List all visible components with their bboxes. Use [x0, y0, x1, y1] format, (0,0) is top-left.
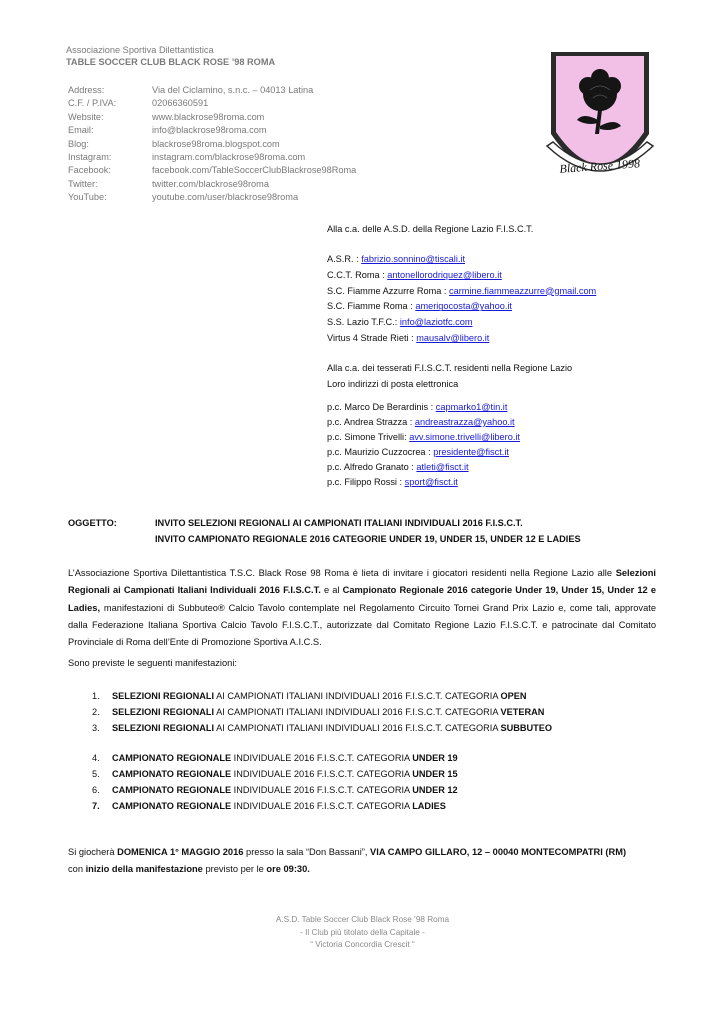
info-row [68, 124, 267, 137]
recipient-person [327, 415, 515, 431]
info-label: YouTube: [68, 192, 107, 203]
email-link[interactable]: antonellorodriquez@libero.it [387, 269, 502, 280]
info-label: Twitter: [68, 178, 98, 189]
list-number: 2. [92, 707, 100, 717]
list-text: AI CAMPIONATI ITALIANI INDIVIDUALI 2016 F.I.S.C.T. CATEGORIA [214, 691, 501, 701]
list-item [92, 766, 458, 782]
info-row [68, 164, 356, 177]
info-value: 02066360591 [152, 98, 209, 109]
info-value: Via del Ciclamino, s.n.c. – 04013 Latina [152, 85, 314, 95]
list-bold: SELEZIONI REGIONALI [112, 691, 215, 701]
list-bold: CAMPIONATO REGIONALE [112, 785, 232, 795]
club-name: S.S. Lazio T.F.C.: [327, 317, 400, 328]
list-text: INDIVIDUALE 2016 F.I.S.C.T. CATEGORIA [231, 753, 413, 763]
events-intro: Sono previste le seguenti manifestazioni: [68, 658, 237, 668]
org-name-line1: Associazione Sportiva Dilettantistica [66, 45, 214, 55]
info-row [68, 151, 305, 164]
person-name: p.c. Simone Trivelli: [327, 432, 410, 442]
list-number: 7. [92, 801, 100, 811]
venue-date: DOMENICA 1° MAGGIO 2016 [117, 847, 244, 857]
list-category: VETERAN [500, 707, 545, 717]
list-bold: CAMPIONATO REGIONALE [112, 769, 232, 779]
list-category: UNDER 12 [412, 785, 458, 795]
info-row [68, 138, 280, 151]
info-label: Website: [68, 111, 104, 122]
recipient-club [327, 252, 465, 268]
info-value: blackrose98roma.blogspot.com [152, 138, 280, 149]
subject-line2: INVITO CAMPIONATO REGIONALE 2016 CATEGORIE UNDER 19, UNDER 15, UNDER 12 E LADIES [155, 534, 581, 544]
list-item [92, 798, 446, 814]
list-number: 5. [92, 769, 100, 779]
info-label: C.F. / P.IVA: [68, 98, 117, 109]
info-label: Blog: [68, 138, 89, 149]
list-bold: CAMPIONATO REGIONALE [112, 801, 232, 811]
subject-label: OGGETTO: [68, 518, 117, 528]
list-bold: SELEZIONI REGIONALI [112, 723, 215, 733]
info-row [68, 178, 269, 191]
email-link[interactable]: info@laziotfc.com [399, 317, 473, 328]
info-label: Address: [68, 85, 105, 95]
info-row [68, 97, 208, 110]
club-name: S.C. Fiamme Roma : [327, 301, 416, 312]
venue-address: VIA CAMPO GILLARO, 12 – 00040 MONTECOMPATRI (RM) [370, 847, 627, 857]
person-name: p.c. Maurizio Cuzzocrea : [327, 447, 434, 457]
recipient-person [327, 460, 469, 476]
email-link[interactable]: sport@fisct.it [404, 477, 458, 487]
list-item [92, 782, 458, 798]
club-name: S.C. Fiamme Azzurre Roma : [327, 285, 450, 296]
venue-line2 [68, 861, 310, 878]
info-row [68, 191, 298, 204]
email-link[interactable]: capmarko1@tin.it [435, 402, 508, 412]
email-link[interactable]: fabrizio.sonnino@tiscali.it [361, 254, 466, 264]
email-link[interactable]: carmine.fiammeazzurre@gmail.com [449, 285, 597, 296]
body-bold-run: Selezioni Regionali ai Campionati Italiani Individuali 2016 F.I.S.C.T. [68, 568, 656, 596]
recipients-intro2-line2: Loro indirizzi di posta elettronica [327, 378, 459, 389]
recipient-club [327, 299, 512, 315]
recipient-club [327, 315, 473, 331]
venue-text: previsto per le [202, 864, 267, 874]
list-category: SUBBUTEO [500, 723, 553, 733]
list-number: 3. [92, 723, 100, 733]
org-name-line2: TABLE SOCCER CLUB BLACK ROSE ’98 ROMA [66, 57, 276, 67]
email-link[interactable]: andreastrazza@yahoo.it [414, 417, 515, 427]
recipient-person [327, 475, 458, 491]
list-category: UNDER 19 [412, 753, 458, 763]
list-item [92, 704, 544, 720]
email-link[interactable]: presidente@fisct.it [433, 447, 509, 457]
club-name: A.S.R. : [327, 254, 362, 264]
person-name: p.c. Marco De Berardinis : [327, 402, 436, 412]
venue-bold: inizio della manifestazione [85, 864, 203, 874]
info-value: www.blackrose98roma.com [152, 111, 265, 122]
list-text: INDIVIDUALE 2016 F.I.S.C.T. CATEGORIA [231, 801, 413, 811]
info-value: twitter.com/blackrose98roma [152, 178, 269, 189]
body-paragraph [68, 565, 656, 651]
club-name: Virtus 4 Strade Rieti : [327, 333, 417, 343]
list-number: 6. [92, 785, 100, 795]
body-text-run: manifestazioni di Subbuteo® Calcio Tavolo contemplate nel Regolamento Circuito Tornei Grand Prix Lazio e, come tali, approvate dalla Federazione Italiana Sportiva Calcio Tavolo F.I.S.C.T., autorizzate dal Comitato Regione Lazio F.I.S.C.T. e patrocinate dal Comitato Provinciale di Roma dell’Ente di Promozione Sportiva A.I.C.S. [68, 602, 656, 648]
person-name: p.c. Andrea Strazza : [327, 417, 415, 427]
list-category: OPEN [500, 691, 527, 701]
email-link[interactable]: avv.simone.trivelli@libero.it [409, 432, 520, 442]
recipient-club [327, 331, 489, 347]
subject-line1: INVITO SELEZIONI REGIONALI AI CAMPIONATI ITALIANI INDIVIDUALI 2016 F.I.S.C.T. [155, 518, 523, 528]
info-row [68, 111, 264, 124]
logo-text: Black Rose 1998 [559, 156, 641, 176]
list-text: AI CAMPIONATI ITALIANI INDIVIDUALI 2016 F.I.S.C.T. CATEGORIA [214, 723, 501, 733]
list-number: 1. [92, 691, 100, 701]
list-item [92, 750, 458, 766]
email-link[interactable]: mausalv@libero.it [416, 333, 490, 343]
recipient-club [327, 268, 502, 284]
info-value: instagram.com/blackrose98roma.com [152, 152, 306, 162]
body-text-run: e al [320, 585, 343, 596]
info-label: Facebook: [68, 165, 111, 176]
venue-time: ore 09:30. [266, 864, 310, 874]
recipients-intro: Alla c.a. delle A.S.D. della Regione Lazio F.I.S.C.T. [327, 224, 534, 234]
footer-line3: “ Victoria Concordia Crescit “ [310, 940, 415, 949]
recipient-person [327, 445, 509, 461]
venue-text: presso la sala “Don Bassani”, [243, 847, 371, 857]
black-rose-logo [543, 46, 657, 188]
venue-line1 [68, 844, 626, 861]
email-link[interactable]: atleti@fisct.it [416, 462, 469, 472]
list-number: 4. [92, 753, 100, 763]
list-item [92, 720, 552, 736]
list-category: LADIES [412, 801, 446, 811]
list-bold: SELEZIONI REGIONALI [112, 707, 215, 717]
body-bold-run: Campionato Regionale 2016 categorie Under 19, Under 15, Under 12 e Ladies, [68, 585, 657, 613]
body-text-run: L’Associazione Sportiva Dilettantistica T.S.C. Black Rose 98 Roma è lieta di invitare i giocatori residenti nella Regione Lazio alle [68, 568, 616, 578]
list-text: INDIVIDUALE 2016 F.I.S.C.T. CATEGORIA [231, 769, 413, 779]
list-item [92, 688, 527, 704]
recipients-intro2-line1: Alla c.a. dei tesserati F.I.S.C.T. residenti nella Regione Lazio [327, 363, 573, 373]
footer-line1: A.S.D. Table Soccer Club Black Rose ’98 Roma [275, 915, 450, 924]
person-name: p.c. Filippo Rossi : [327, 477, 405, 487]
info-value: facebook.com/TableSoccerClubBlackrose98Roma [152, 165, 357, 176]
venue-text: con [68, 864, 86, 874]
info-value: youtube.com/user/blackrose98roma [152, 192, 299, 203]
info-row [68, 84, 313, 97]
venue-text: Si giocherà [68, 847, 118, 857]
person-name: p.c. Alfredo Granato : [327, 462, 417, 472]
list-text: INDIVIDUALE 2016 F.I.S.C.T. CATEGORIA [231, 785, 413, 795]
footer-line2: - Il Club più titolato della Capitale - [300, 927, 425, 937]
list-bold: CAMPIONATO REGIONALE [112, 753, 232, 763]
recipient-person [327, 430, 520, 446]
email-link[interactable]: amerigocosta@yahoo.it [415, 301, 512, 312]
info-label: Email: [68, 125, 94, 136]
info-label: Instagram: [68, 152, 112, 162]
recipient-person [327, 400, 507, 416]
list-category: UNDER 15 [412, 769, 458, 779]
club-name: C.C.T. Roma : [327, 269, 388, 280]
info-value: info@blackrose98roma.com [152, 125, 267, 136]
recipient-club [327, 284, 596, 300]
list-text: AI CAMPIONATI ITALIANI INDIVIDUALI 2016 F.I.S.C.T. CATEGORIA [214, 707, 501, 717]
